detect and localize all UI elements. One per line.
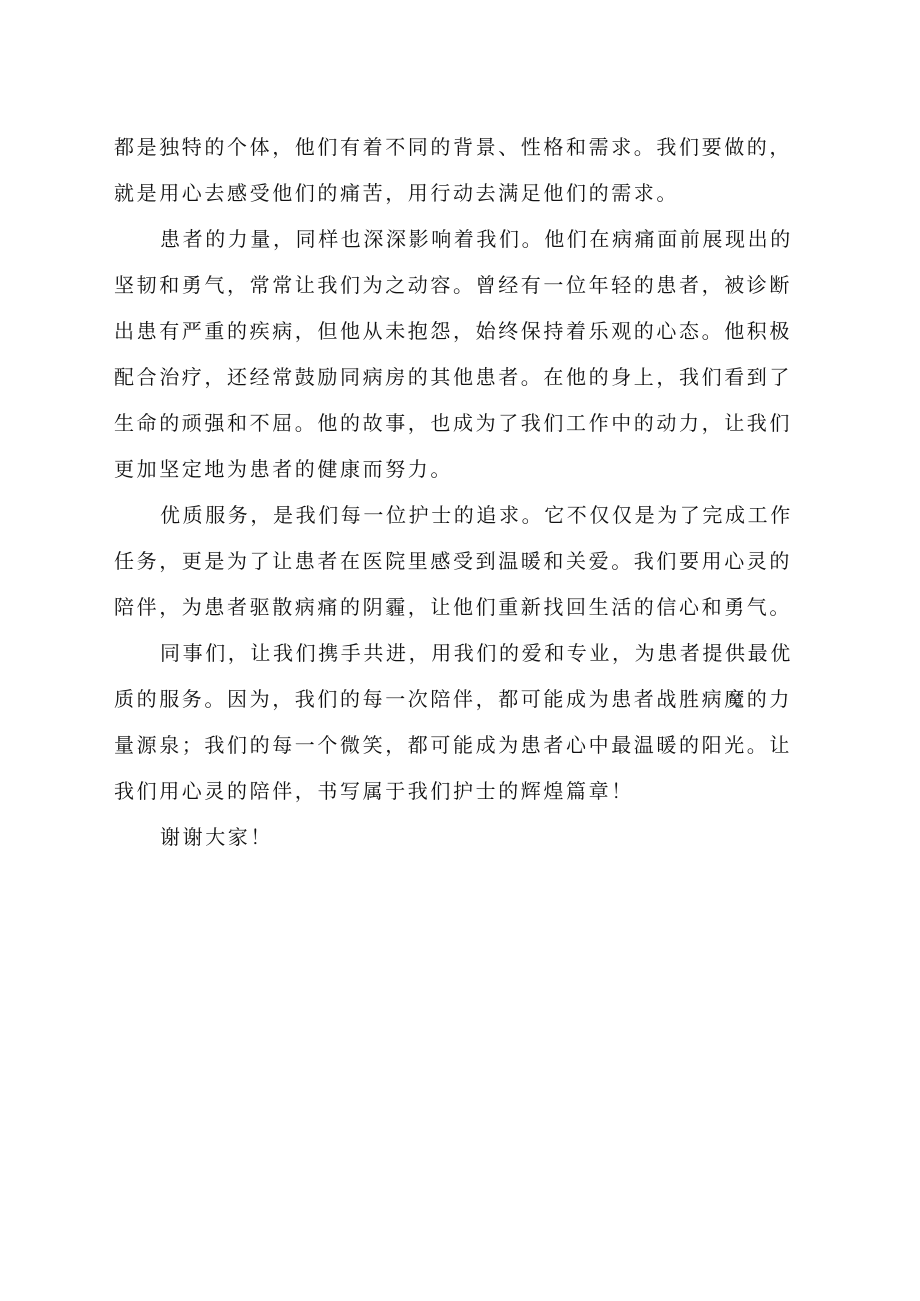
- text-line: 患者的力量，同样也深深影响着我们。他们在病痛面前展现出的: [160, 227, 793, 251]
- paragraph-continuation: [114, 124, 814, 216]
- paragraph-quality-service: [114, 492, 814, 630]
- document-body: [114, 124, 814, 860]
- text-line: 出患有严重的疾病，但他从未抱怨，始终保持着乐观的心态。他积极: [114, 319, 792, 343]
- text-line: 量源泉；我们的每一个微笑，都可能成为患者心中最温暖的阳光。让: [114, 733, 792, 757]
- text-line: 坚韧和勇气，常常让我们为之动容。曾经有一位年轻的患者，被诊断: [114, 273, 792, 297]
- text-line: 优质服务，是我们每一位护士的追求。它不仅仅是为了完成工作: [160, 503, 793, 527]
- text-line: 都是独特的个体，他们有着不同的背景、性格和需求。我们要做的，: [114, 135, 792, 159]
- text-line: 质的服务。因为，我们的每一次陪伴，都可能成为患者战胜病魔的力: [114, 687, 792, 711]
- paragraph-thanks: [114, 814, 814, 860]
- paragraph-colleagues: [114, 630, 814, 814]
- text-line: 陪伴，为患者驱散病痛的阴霾，让他们重新找回生活的信心和勇气。: [114, 595, 792, 619]
- text-line: 任务，更是为了让患者在医院里感受到温暖和关爱。我们要用心灵的: [114, 549, 792, 573]
- text-line: 生命的顽强和不屈。他的故事，也成为了我们工作中的动力，让我们: [114, 411, 792, 435]
- text-line: 就是用心去感受他们的痛苦，用行动去满足他们的需求。: [114, 181, 679, 205]
- text-line: 我们用心灵的陪伴，书写属于我们护士的辉煌篇章！: [114, 779, 634, 803]
- paragraph-patient-strength: [114, 216, 814, 492]
- text-line: 同事们，让我们携手共进，用我们的爱和专业，为患者提供最优: [160, 641, 793, 665]
- text-line: 配合治疗，还经常鼓励同病房的其他患者。在他的身上，我们看到了: [114, 365, 792, 389]
- text-line: 更加坚定地为患者的健康而努力。: [114, 457, 453, 481]
- text-line: 谢谢大家！: [160, 825, 273, 849]
